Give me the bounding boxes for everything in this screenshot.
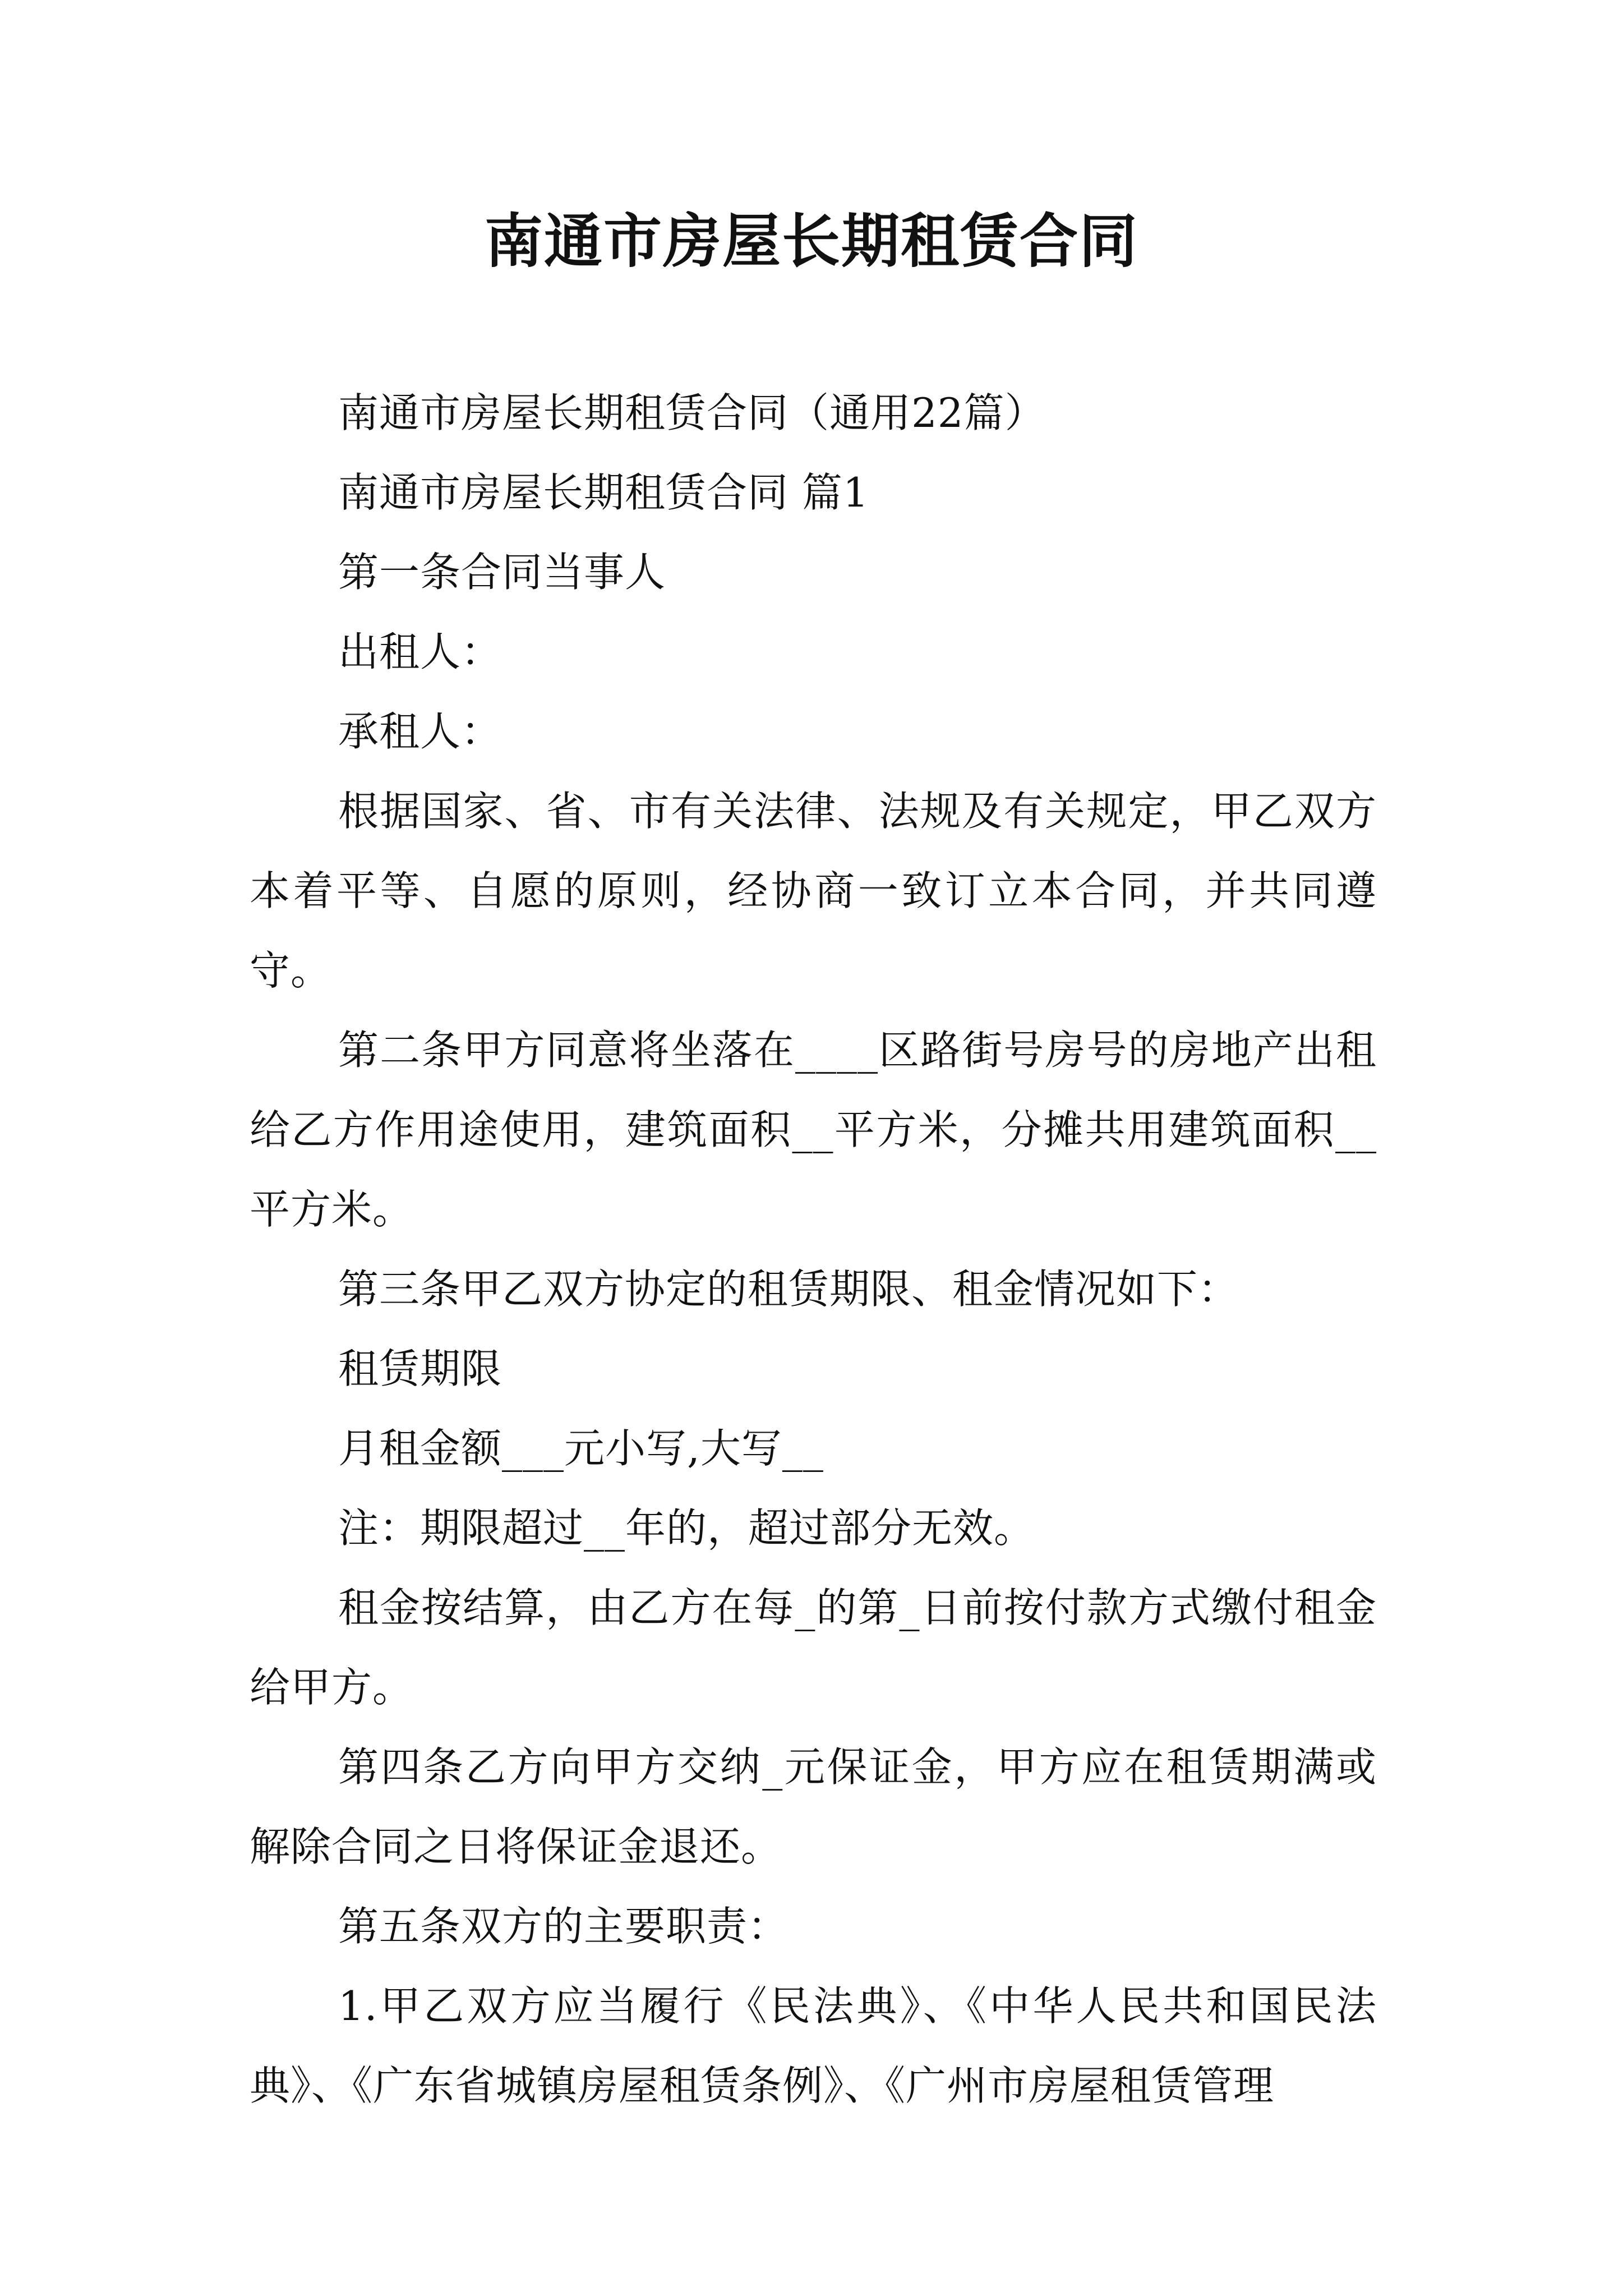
paragraph-lease-term: 租赁期限 (338, 1345, 502, 1392)
paragraph-preamble: 根据国家、省、市有关法律、法规及有关规定，甲乙双方本着平等、自愿的原则，经协商一致订立本合同，并共同遵守。 (250, 788, 1377, 994)
paragraph-heading-collection: 南通市房屋长期租赁合同（通用22篇） (338, 389, 1046, 436)
paragraph-article-4: 第四条乙方向甲方交纳_元保证金，甲方应在租赁期满或解除合同之日将保证金退还。 (250, 1743, 1377, 1870)
document-body (250, 373, 1377, 2125)
document-title: 南通市房屋长期租赁合同 (484, 207, 1138, 275)
paragraph-monthly-rent: 月租金额___元小写,大写__ (338, 1425, 824, 1472)
paragraph-article-5: 第五条双方的主要职责： (338, 1903, 789, 1950)
paragraph-lessor: 出租人： (338, 628, 502, 675)
paragraph-article-1: 第一条合同当事人 (338, 549, 666, 596)
paragraph-note: 注：期限超过__年的，超过部分无效。 (338, 1504, 1035, 1552)
paragraph-heading-part1: 南通市房屋长期租赁合同 篇1 (338, 469, 869, 516)
paragraph-rent-payment: 租金按结算，由乙方在每_的第_日前按付款方式缴付租金给甲方。 (250, 1584, 1377, 1711)
paragraph-article-2: 第二条甲方同意将坐落在____区路街号房号的房地产出租给乙方作用途使用，建筑面积__平方米，分摊共用建筑面积__平方米。 (250, 1027, 1377, 1233)
paragraph-article-3: 第三条甲乙双方协定的租赁期限、租金情况如下： (338, 1266, 1239, 1313)
paragraph-lessee: 承租人： (338, 708, 502, 755)
paragraph-duty-1: 1.甲乙双方应当履行《民法典》、《中华人民共和国民法典》、《广东省城镇房屋租赁条例》、《广州市房屋租赁管理 (250, 1982, 1377, 2109)
